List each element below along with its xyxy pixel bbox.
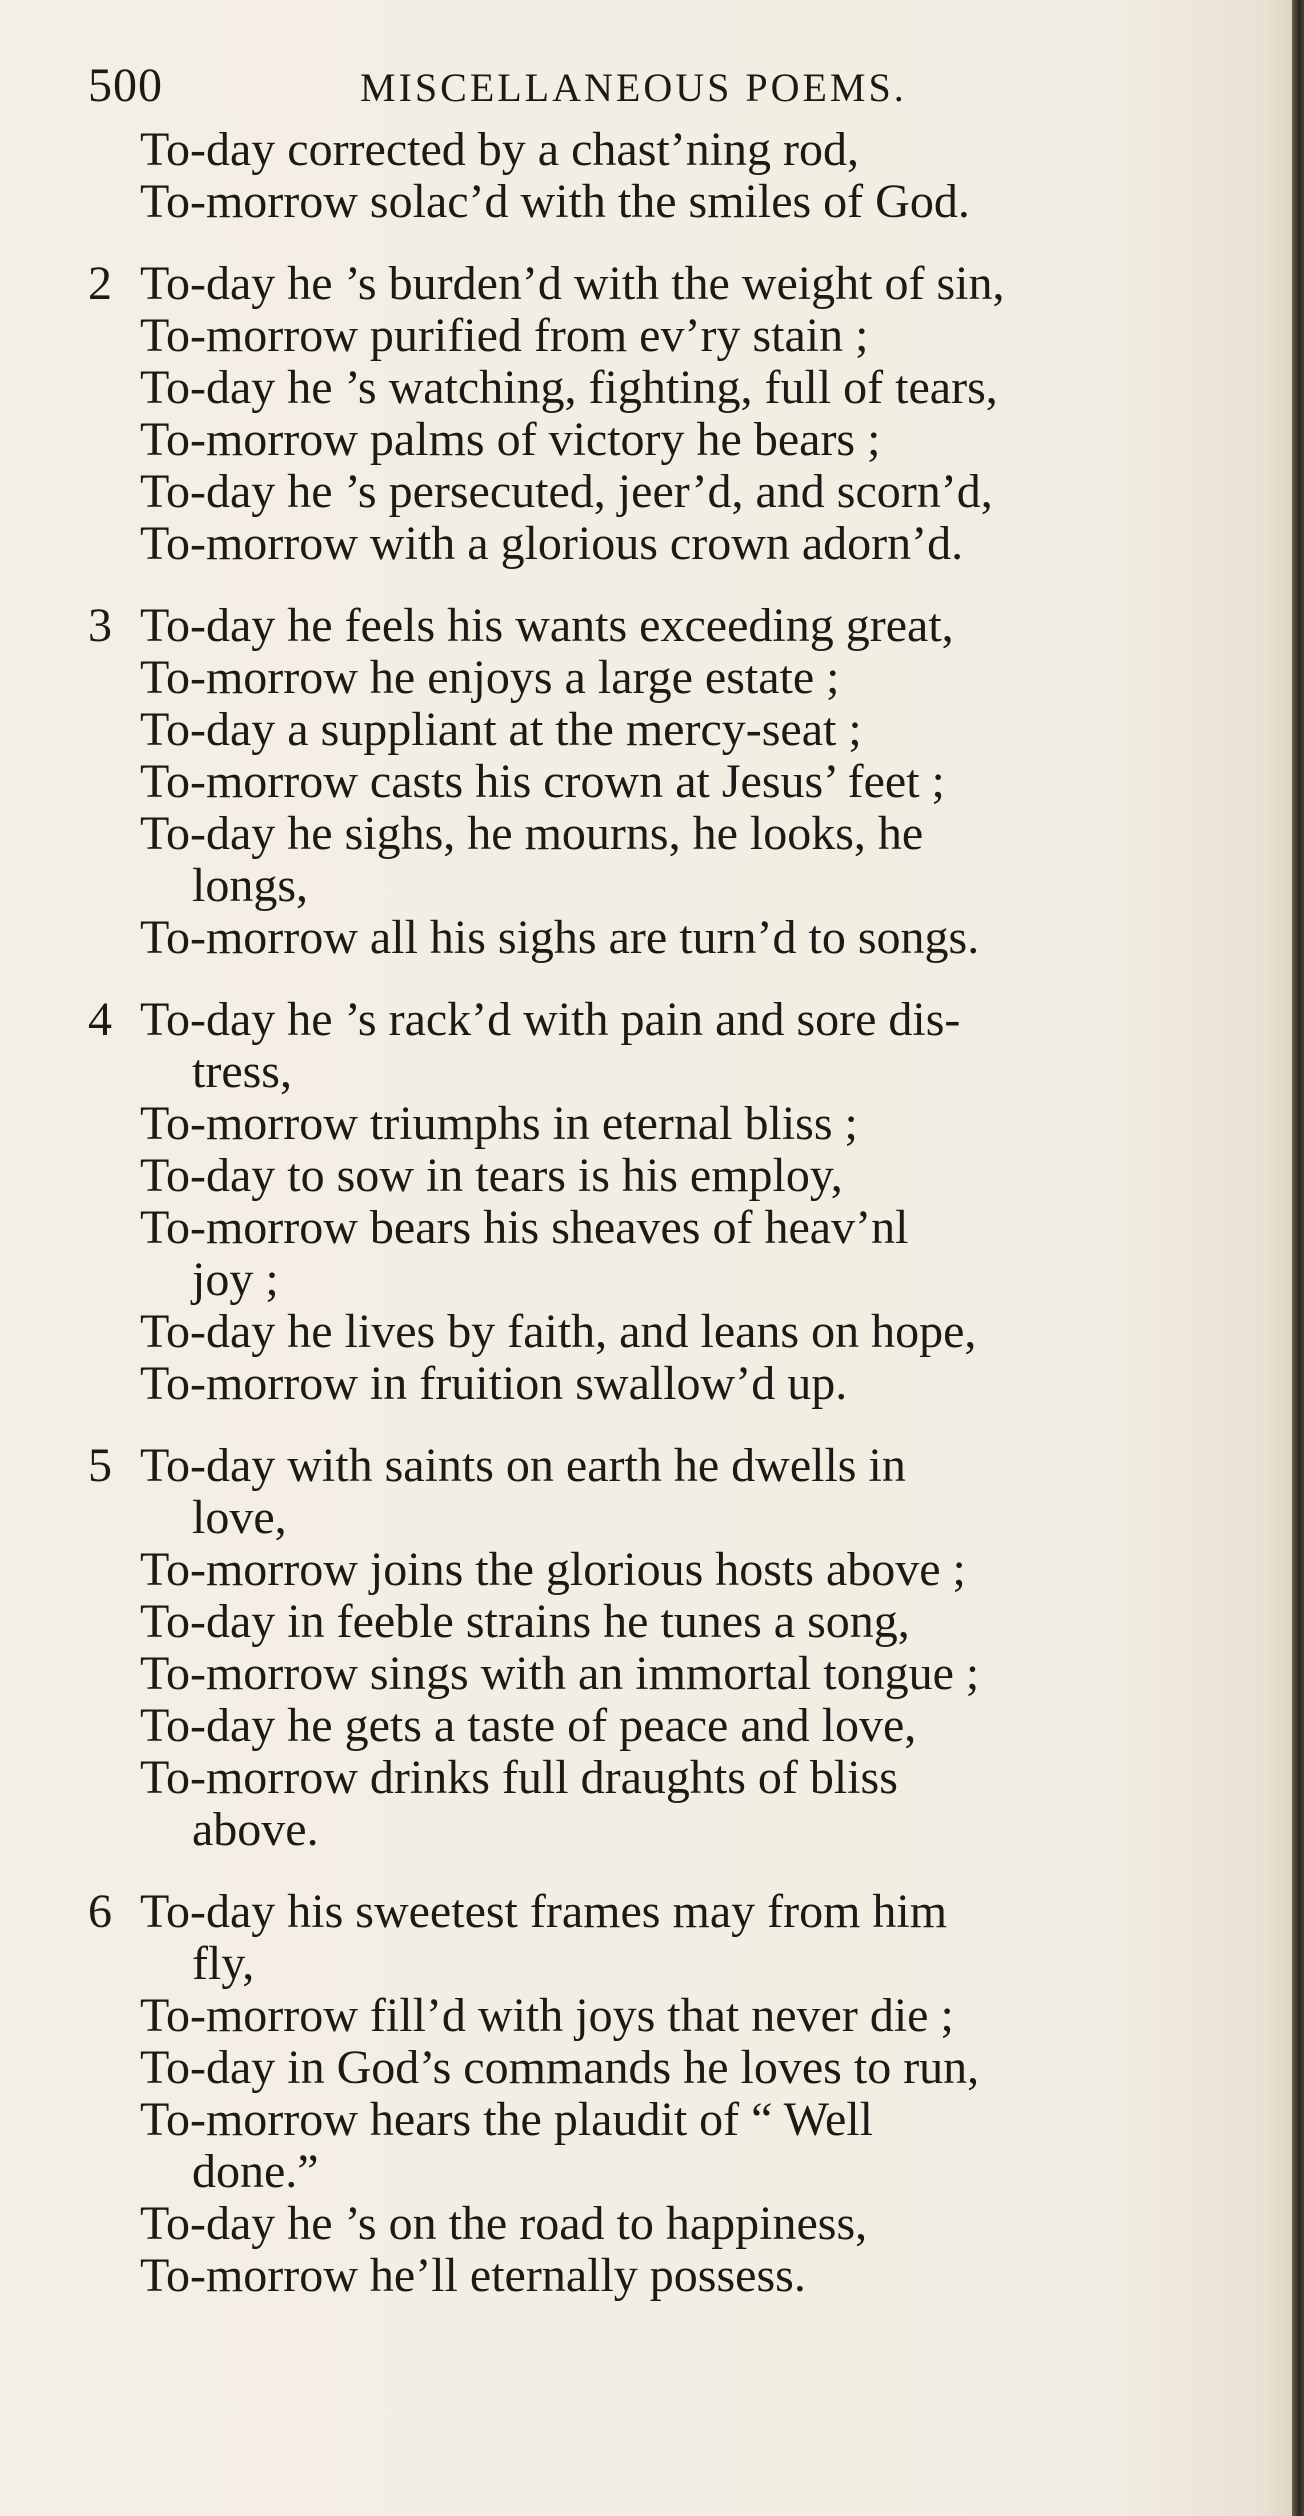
poem-line: love, [192,1491,287,1544]
poem-line: To-day he sighs, he mourns, he looks, he [140,807,924,860]
page-number: 500 [88,59,163,112]
page-header [88,58,1268,118]
poem-line: To-day he gets a taste of peace and love, [140,1699,917,1752]
stanza-number: 3 [88,599,112,652]
poem-line: To-day he ’s rack’d with pain and sore dis- [140,993,961,1046]
stanza [88,258,1268,570]
poem-line: To-morrow fill’d with joys that never die ; [140,1989,954,2042]
poem-line: To-morrow joins the glorious hosts above ; [140,1543,966,1596]
poem-line: To-morrow triumphs in eternal bliss ; [140,1097,858,1150]
poem-line: To-day with saints on earth he dwells in [140,1439,906,1492]
stanza-number: 4 [88,993,112,1046]
stanza-number: 2 [88,257,112,310]
poem-line: To-morrow in fruition swallow’d up. [140,1357,848,1410]
stanza [88,994,1268,1410]
stanza-number: 6 [88,1885,112,1938]
poem-line: To-morrow all his sighs are turn’d to songs. [140,911,980,964]
poem-line: longs, [192,859,309,912]
poem-line: To-morrow sings with an immortal tongue ; [140,1647,980,1700]
poem-line: To-day he ’s burden’d with the weight of sin, [140,257,1005,310]
poem-line: To-day he lives by faith, and leans on hope, [140,1305,977,1358]
poem-line: done.” [192,2145,319,2198]
poem-line: To-day corrected by a chast’ning rod, [140,123,860,176]
poem-line: To-day he ’s watching, fighting, full of tears, [140,361,998,414]
poem-line: To-morrow solac’d with the smiles of God. [140,175,970,228]
poem-line: To-day in feeble strains he tunes a song, [140,1595,910,1648]
poem-line: To-morrow he’ll eternally possess. [140,2249,806,2302]
stanza-number: 5 [88,1439,112,1492]
poem-line: fly, [192,1937,255,1990]
poem-line: To-day he feels his wants exceeding great, [140,599,954,652]
stanza [88,1440,1268,1856]
poem-line: joy ; [192,1253,279,1306]
page-edge-shadow [1292,0,1304,2516]
poem-line: To-morrow purified from ev’ry stain ; [140,309,869,362]
poem-line: To-morrow he enjoys a large estate ; [140,651,840,704]
poem-line: To-morrow bears his sheaves of heav’nl [140,1201,909,1254]
poem-line: To-morrow palms of victory he bears ; [140,413,881,466]
stanza [88,600,1268,964]
poem-line: To-morrow hears the plaudit of “ Well [140,2093,874,2146]
stanza [88,124,1268,228]
poem-line: To-day he ’s persecuted, jeer’d, and scorn’d, [140,465,993,518]
poem-line: To-day his sweetest frames may from him [140,1885,948,1938]
poem-line: tress, [192,1045,292,1098]
poem-line: To-day in God’s commands he loves to run, [140,2041,980,2094]
running-head: MISCELLANEOUS POEMS. [360,65,907,110]
poem-line: To-morrow drinks full draughts of bliss [140,1751,898,1804]
poem-line: above. [192,1803,319,1856]
poem-body [88,124,1268,2332]
poem-line: To-day a suppliant at the mercy-seat ; [140,703,862,756]
poem-line: To-morrow with a glorious crown adorn’d. [140,517,964,570]
stanza [88,1886,1268,2302]
poem-line: To-day he ’s on the road to happiness, [140,2197,868,2250]
poem-line: To-morrow casts his crown at Jesus’ feet ; [140,755,945,808]
poem-line: To-day to sow in tears is his employ, [140,1149,843,1202]
